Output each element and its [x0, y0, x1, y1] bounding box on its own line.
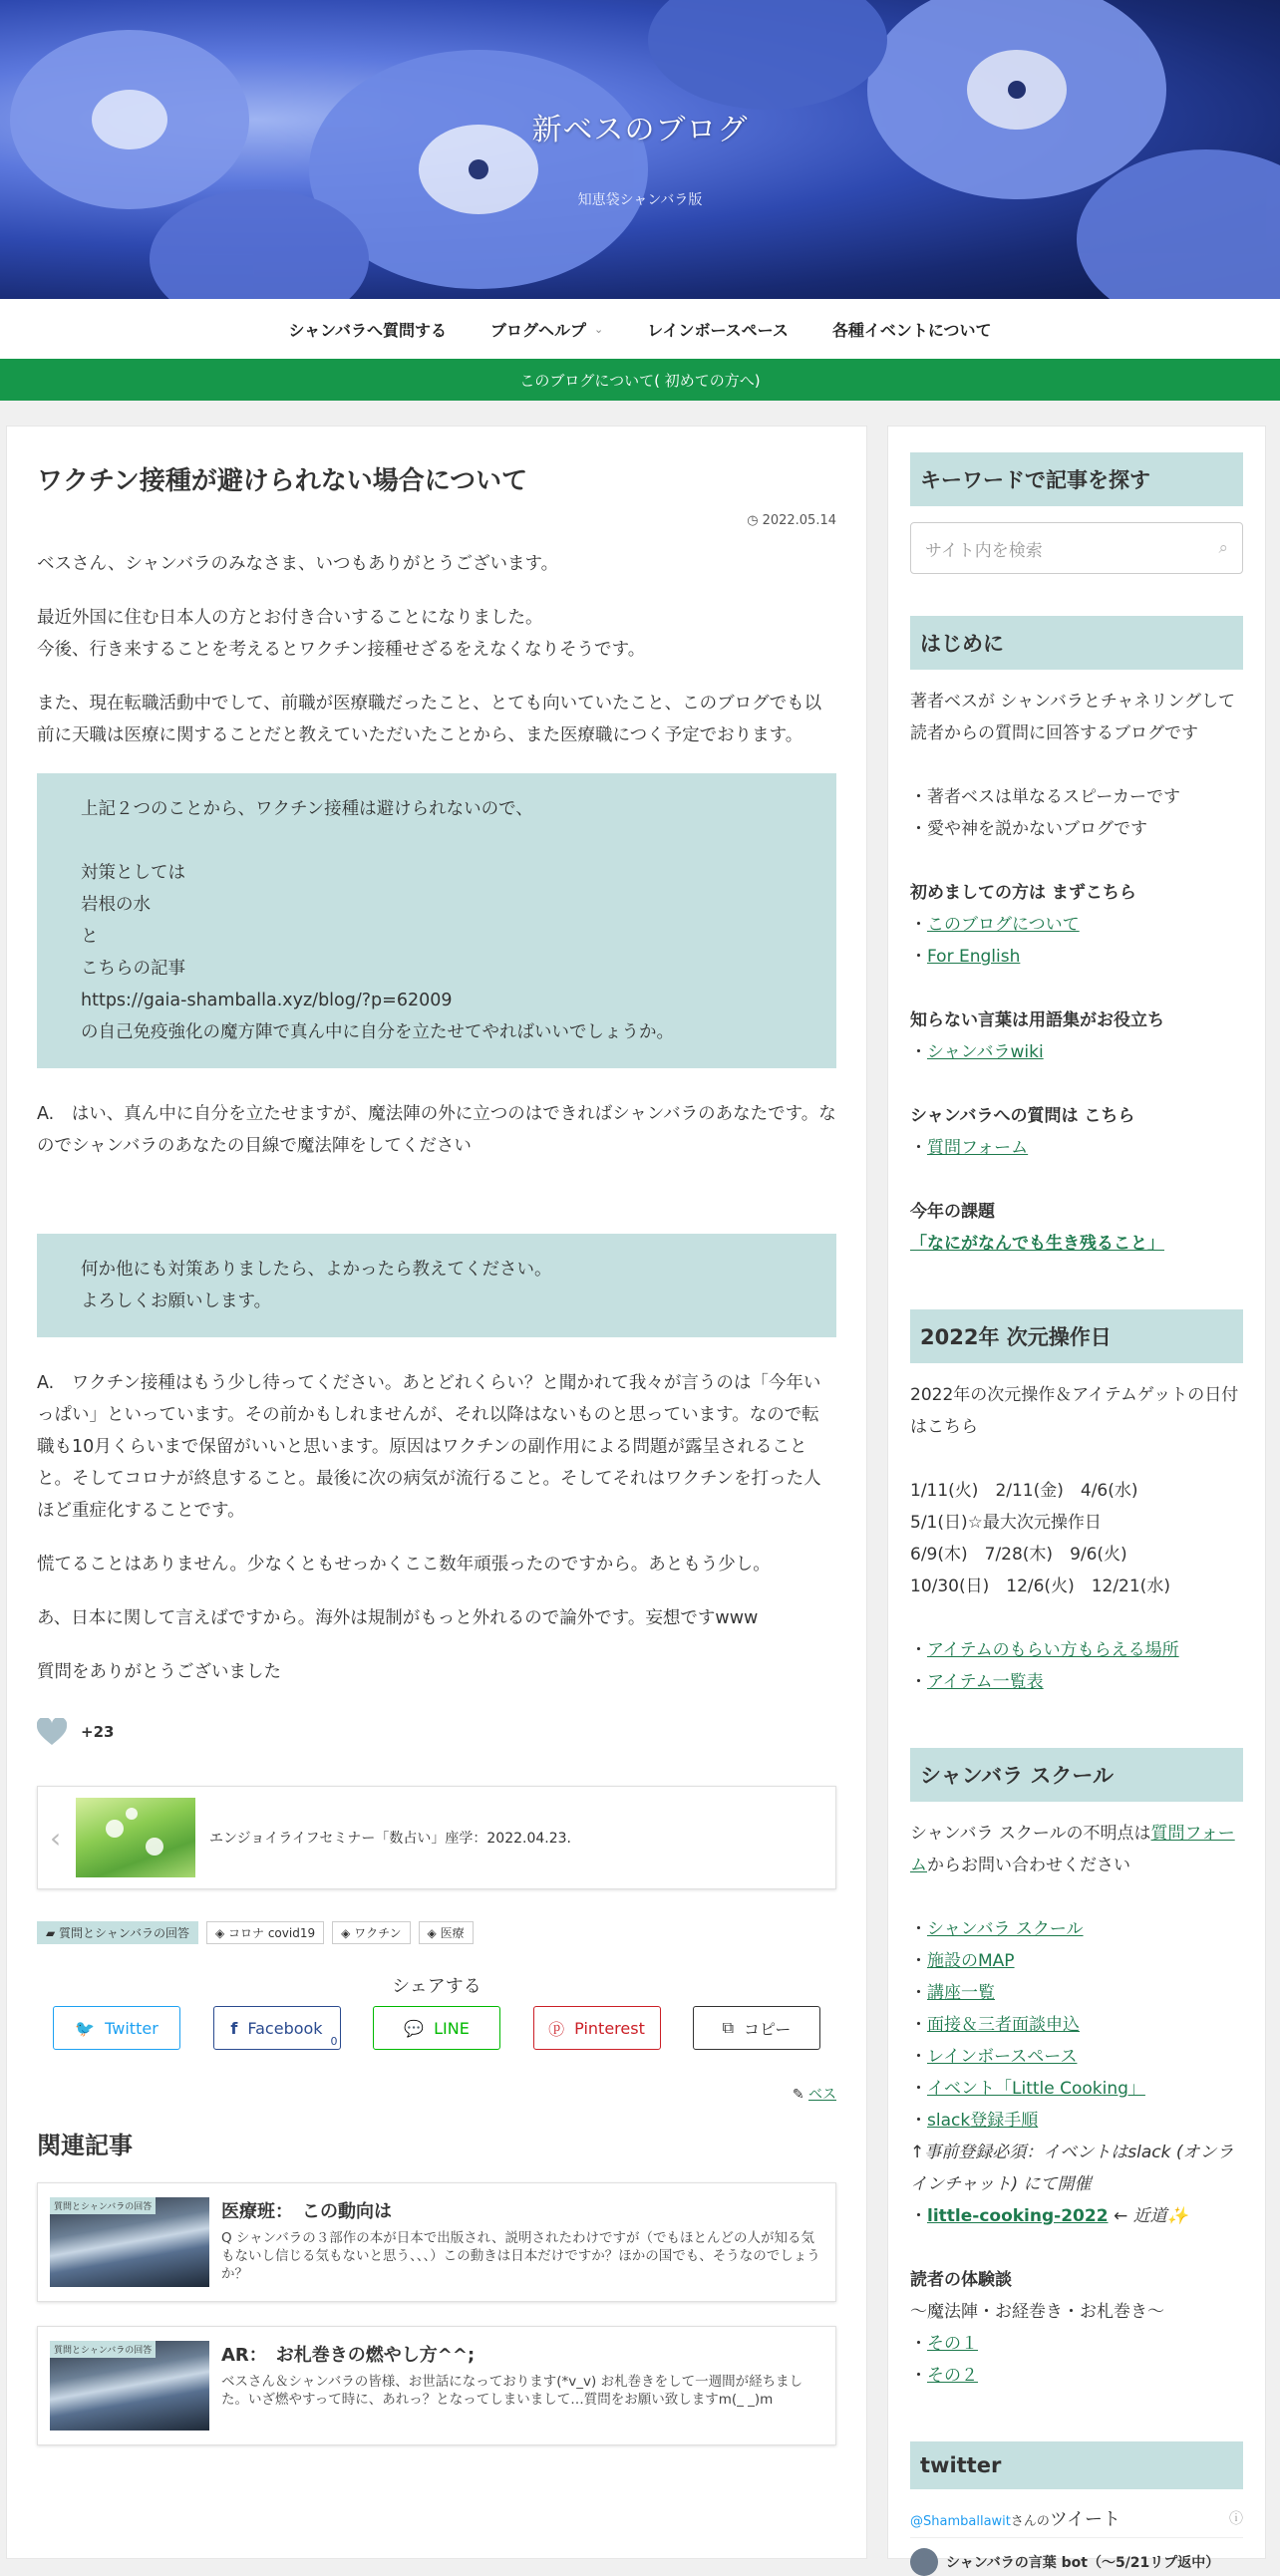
search-icon[interactable]: ⌕ [1218, 538, 1228, 558]
paragraph: 質問をありがとうございました [37, 1662, 281, 1682]
nav-item-blog-help[interactable]: ブログヘルプ ⌄ [490, 320, 604, 340]
sidebar-heading: 知らない言葉は用語集がお役立ち [910, 1010, 1164, 1030]
sidebar-heading: 今年の課題 [910, 1202, 995, 1222]
chevron-down-icon: ⌄ [594, 322, 604, 336]
share-twitter-button[interactable]: 🐦 Twitter [53, 2006, 180, 2050]
like-count: +23 [81, 1723, 115, 1741]
related-post-snippet: Q シャンバラの３部作の本が日本で出版され、説明されたわけですが（でもほとんどの人が知る気もないし信じる気もないと思う、、、）この動きは日本だけですか？ほかの国でも、そうなのでしょうか？ [221, 2230, 820, 2282]
slack-link[interactable]: slack登録手順 [927, 2111, 1039, 2131]
intro-text: 著者ベスが シャンバラとチャネリングして 読者からの質問に回答するブログです [910, 692, 1236, 743]
paragraph: また、現在転職活動中でして、前職が医療職だったこと、とても向いていたこと、このブログでも以前に天職は医療に関することだと教えていただいたことから、また医療職につく予定でおります。 [37, 694, 822, 745]
avatar [910, 2548, 938, 2576]
ops-date: 1/11(火) 2/11(金) 4/6(水) [910, 1481, 1138, 1501]
little-cooking-2022-link[interactable]: little-cooking-2022 [927, 2206, 1109, 2226]
flower-banner-image [0, 0, 1280, 299]
ops-date: 6/9(木) 7/28(木) 9/6(火) [910, 1545, 1127, 1565]
clock-icon: ◷ [747, 513, 759, 528]
main-content [6, 426, 867, 2559]
prev-post-title: エンジョイライフセミナー「数占い」座学：2022.04.23. [209, 1831, 571, 1847]
header-banner [0, 0, 1280, 299]
wiki-link[interactable]: シャンバラwiki [927, 1042, 1044, 1062]
english-link[interactable]: For English [927, 947, 1021, 967]
paragraph: 慌てることはありません。少なくともせっかくここ数年頑張ったのですから。あともう少し。 [37, 1555, 771, 1574]
little-cooking-link[interactable]: イベント「Little Cooking」 [927, 2079, 1145, 2099]
post-title: ワクチン接種が避けられない場合について [37, 466, 528, 496]
paragraph: ベスさん、シャンバラのみなさま、いつもありがとうございます。 [37, 554, 559, 574]
category-tag[interactable]: ▰ 質問とシャンバラの回答 [37, 1921, 198, 1944]
ops-date: 5/1(日)☆最大次元操作日 [910, 1513, 1102, 1533]
theme-link[interactable]: 「なにがなんでも生き残ること」 [910, 1234, 1164, 1254]
about-blog-link[interactable]: このブログについて [927, 915, 1080, 935]
notice-text: このブログについて( 初めての方へ) [519, 371, 761, 390]
related-post-thumbnail: 質問とシャンバラの回答 [50, 2341, 209, 2431]
school-note: ↑事前登録必須：イベントはslack (オンラインチャット) にて開催 [910, 2143, 1234, 2194]
answer-paragraph: A. はい、真ん中に自分を立たせますが、魔法陣の外に立つのはできればシャンバラのあなたです。なのでシャンバラのあなたの目線で魔法陣をしてください [37, 1104, 836, 1156]
school-form-link[interactable]: 質問フォーム [910, 1824, 1235, 1875]
prev-post-thumbnail [76, 1798, 195, 1877]
sidebar-heading: 初めましての方は まずこちら [910, 883, 1136, 903]
question-block: 上記２つのことから、ワクチン接種は避けられないので、 対策としては 岩根の水 と こちらの記事 https://gaia-shamballa.xyz/blog/?p=62009 の自己免疫強化の魔方陣で真ん中に自分を立たせてやればいいでしょうか。 [37, 773, 836, 1068]
info-icon[interactable]: ⓘ [1229, 2511, 1243, 2527]
sidebar-heading: シャンバラへの質問は こちら [910, 1106, 1135, 1126]
school-text: シャンバラ スクールの不明点は質問フォームからお問い合わせください [910, 1824, 1235, 1875]
pinterest-icon: ⓟ [548, 2019, 565, 2039]
related-post-title: 医療班： この動向は [221, 2201, 392, 2222]
tag-list [37, 1921, 836, 1944]
related-post-card[interactable] [37, 2182, 836, 2302]
facility-map-link[interactable]: 施設のMAP [927, 1951, 1015, 1971]
twitter-handle-link[interactable]: @Shamballawit [910, 2514, 1011, 2529]
site-tagline: 知恵袋シャンバラ版 [577, 192, 703, 208]
share-buttons [37, 2006, 836, 2050]
facebook-count: 0 [330, 2035, 338, 2048]
tag-icon: ◈ [427, 1926, 441, 1940]
share-title: シェアする [392, 1976, 481, 1997]
pencil-icon: ✎ [792, 2087, 804, 2103]
folder-icon: ▰ [46, 1926, 60, 1940]
ops-text: 2022年の次元操作＆アイテムゲットの日付はこちら [910, 1385, 1239, 1437]
widget-title-twitter: twitter [910, 2441, 1243, 2489]
interview-link[interactable]: 面接＆三者面談申込 [927, 2015, 1080, 2035]
tag[interactable]: ◈ コロナ covid19 [206, 1921, 324, 1944]
share-pinterest-button[interactable]: ⓟ Pinterest [533, 2006, 661, 2050]
item-how-to-link[interactable]: アイテムのもらい方もらえる場所 [927, 1640, 1179, 1660]
search-placeholder: サイト内を検索 [925, 540, 1043, 561]
reader-link-2[interactable]: その２ [927, 2366, 978, 2386]
copy-url-button[interactable]: ⧉ コピー [693, 2006, 820, 2050]
facebook-icon: f [230, 2018, 238, 2038]
post-date: ◷ 2022.05.14 [747, 513, 836, 528]
sidebar: キーワードで記事を探す サイト内を検索 ⌕ はじめに 著者ベスが シャンバラとチャネリングして 読者からの質問に回答するブログです ・著者ベスは単なるスピーカーです ・愛や神を説かないブログです 初めましての方は まずこちら ・このブログについて ・For English 知らない言葉は用語集がお役立ち ・シャンバラwiki シャンバラへの質問は こちら ・質問フォーム 今年の課題 「なにがなんでも生き残ること」 2022年 次元操作日 2022年の次元操作＆アイテムゲットの日付はこちら 1/11(火) 2/11(金) 4/6(水) 5/1(日)☆最大次元操作日 6/9(木) 7/28(木) 9/6(火) 10/30(日) 12/6(火) 12/21(水) ・アイテムのもらい方もらえる場所 ・アイテム一覧表 シャンバラ スクール シャンバラ スクールの不明点は質問フォームからお問い合わせください ・シャンバラ スクール ・施設のMAP ・講座一覧 ・面接＆三者面談申込 ・レインボースペース ・イベント「Little Cooking」 ・slack登録手順 ↑事前登録必須：イベントはslack (オンラインチャット) にて開催 ・little-cooking-2022 ← 近道✨ 読者の体験談 〜魔法陣・お経巻き・お札巻き〜 ・その１ ・その２ twitter @Shamballawitさんのツイート ⓘ シャンバラの言葉 bot（～5/21リプ返中） [887, 426, 1266, 2559]
prev-post-card[interactable] [37, 1786, 836, 1889]
copy-icon: ⧉ [722, 2018, 735, 2037]
heart-icon[interactable] [37, 1718, 67, 1746]
rainbow-space-link[interactable]: レインボースペース [927, 2047, 1078, 2067]
sidebar-heading: 読者の体験談 [910, 2270, 1012, 2290]
author-link: ✎ ベス [792, 2087, 836, 2103]
paragraph: あ、日本に関して言えばですから。海外は規制がもっと外れるので論外です。妄想ですwww [37, 1608, 759, 1628]
paragraph: 最近外国に住む日本人の方とお付き合いすることになりました。 今後、行き来することを考えるとワクチン接種せざるをえなくなりそうです。 [37, 608, 646, 660]
related-post-snippet: ベスさん＆シャンバラの皆様、お世話になっております(*v_v) お札巻きをして一週間が経ちました。いざ燃やすって時に、あれっ？となってしまいまして…質問をお願い致しますm(_ _)m [221, 2374, 803, 2408]
twitter-embed-header: @Shamballawitさんのツイート ⓘ [910, 2505, 1243, 2538]
intro-text: ・愛や神を説かないブログです [910, 819, 1147, 839]
share-facebook-button[interactable]: f Facebook 0 [213, 2006, 341, 2050]
article [7, 427, 866, 2445]
search-input[interactable] [910, 522, 1243, 574]
related-title: 関連記事 [37, 2132, 133, 2159]
nav-item-events[interactable]: 各種イベントについて [831, 320, 992, 340]
course-list-link[interactable]: 講座一覧 [927, 1983, 995, 2003]
nav-item-ask-shamballa[interactable]: シャンバラへ質問する [288, 320, 448, 340]
line-icon: 💬 [404, 2018, 425, 2038]
widget-title-search: キーワードで記事を探す [910, 452, 1243, 506]
item-list-link[interactable]: アイテム一覧表 [927, 1672, 1044, 1692]
like-area [37, 1718, 836, 1746]
ops-date: 10/30(日) 12/6(火) 12/21(水) [910, 1576, 1170, 1596]
related-post-title: AR： お札巻きの燃やし方^^; [221, 2345, 476, 2366]
site-title[interactable]: 新ベスのブログ [531, 113, 749, 147]
widget-title-ops: 2022年 次元操作日 [910, 1309, 1243, 1363]
related-post-thumbnail: 質問とシャンバラの回答 [50, 2197, 209, 2287]
answer-paragraph: A. ワクチン接種はもう少し待ってください。あとどれくらい？と聞かれて我々が言うのは「今年いっぱい」といっています。その前かもしれませんが、それ以降はないものと思っています。なので転職も10月くらいまで保留がいいと思います。原因はワクチンの副作用による問題が露呈されることと。そしてコロナが終息すること。最後に次の病気が流行ること。そしてそれはワクチンを打った人ほど重症化することです。 [37, 1373, 821, 1521]
twitter-icon: 🐦 [75, 2018, 96, 2038]
widget-title-intro: はじめに [910, 616, 1243, 670]
main-nav [0, 299, 1280, 359]
related-post-card[interactable] [37, 2326, 836, 2445]
tag[interactable]: ◈ ワクチン [332, 1921, 410, 1944]
question-form-link[interactable]: 質問フォーム [927, 1138, 1029, 1158]
tweet-author[interactable]: シャンバラの言葉 bot（～5/21リプ返中） [910, 2548, 1243, 2576]
school-link[interactable]: シャンバラ スクール [927, 1919, 1084, 1939]
intro-text: ・著者ベスは単なるスピーカーです [910, 787, 1180, 807]
tag-icon: ◈ [341, 1926, 355, 1940]
tag[interactable]: ◈ 医療 [419, 1921, 474, 1944]
reader-subtitle: 〜魔法陣・お経巻き・お札巻き〜 [910, 2302, 1164, 2322]
widget-title-school: シャンバラ スクール [910, 1748, 1243, 1802]
nav-item-rainbow-space[interactable]: レインボースペース [647, 320, 789, 340]
reader-link-1[interactable]: その１ [927, 2334, 978, 2354]
share-line-button[interactable]: 💬 LINE [373, 2006, 500, 2050]
notice-bar[interactable] [0, 359, 1280, 401]
question-block: 何か他にも対策ありましたら、よかったら教えてください。 よろしくお願いします。 [37, 1234, 836, 1337]
tag-icon: ◈ [214, 1926, 229, 1940]
chevron-left-icon: ‹ [50, 1821, 62, 1855]
